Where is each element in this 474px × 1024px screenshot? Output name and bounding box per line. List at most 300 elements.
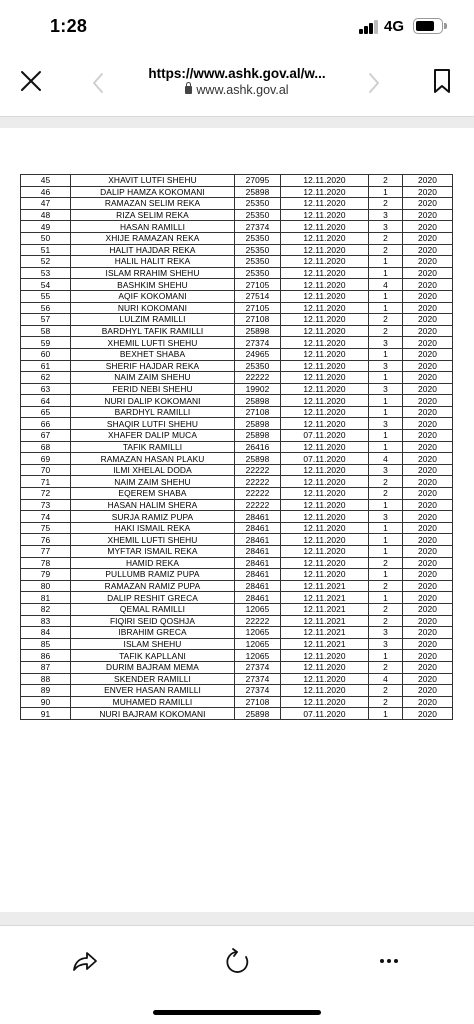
count-cell: 2	[369, 696, 403, 708]
name-cell: DALIP RESHIT GRECA	[71, 592, 235, 604]
date-cell: 12.11.2021	[281, 603, 369, 615]
date-cell: 12.11.2020	[281, 511, 369, 523]
signal-icon	[359, 20, 379, 34]
name-cell: BARDHYL RAMILLI	[71, 406, 235, 418]
share-button[interactable]	[70, 946, 100, 976]
year-cell: 2020	[403, 603, 453, 615]
network-label: 4G	[384, 18, 405, 35]
row-number-cell: 64	[21, 395, 71, 407]
bookmark-icon	[430, 66, 454, 96]
year-cell: 2020	[403, 325, 453, 337]
date-cell: 12.11.2021	[281, 580, 369, 592]
row-number-cell: 76	[21, 534, 71, 546]
year-cell: 2020	[403, 406, 453, 418]
year-cell: 2020	[403, 441, 453, 453]
row-number-cell: 53	[21, 267, 71, 279]
reload-icon	[222, 946, 252, 976]
name-cell: FIQIRI SEID QOSHJA	[71, 615, 235, 627]
table-row	[21, 395, 453, 407]
name-cell: BASHKIM SHEHU	[71, 279, 235, 291]
year-cell: 2020	[403, 476, 453, 488]
code-cell: 12065	[235, 650, 281, 662]
year-cell: 2020	[403, 198, 453, 210]
code-cell: 25350	[235, 198, 281, 210]
count-cell: 3	[369, 627, 403, 639]
year-cell: 2020	[403, 708, 453, 720]
name-cell: BEXHET SHABA	[71, 348, 235, 360]
code-cell: 25898	[235, 430, 281, 442]
table-row	[21, 418, 453, 430]
row-number-cell: 63	[21, 383, 71, 395]
name-cell: HALIT HAJDAR REKA	[71, 244, 235, 256]
row-number-cell: 82	[21, 603, 71, 615]
code-cell: 24965	[235, 348, 281, 360]
date-cell: 12.11.2020	[281, 546, 369, 558]
count-cell: 2	[369, 685, 403, 697]
count-cell: 1	[369, 650, 403, 662]
name-cell: MUHAMED RAMILLI	[71, 696, 235, 708]
name-cell: RAMAZAN RAMIZ PUPA	[71, 580, 235, 592]
row-number-cell: 58	[21, 325, 71, 337]
count-cell: 2	[369, 580, 403, 592]
code-cell: 25898	[235, 395, 281, 407]
name-cell: HASAN RAMILLI	[71, 221, 235, 233]
count-cell: 1	[369, 372, 403, 384]
name-cell: SKENDER RAMILLI	[71, 673, 235, 685]
count-cell: 3	[369, 638, 403, 650]
count-cell: 2	[369, 661, 403, 673]
date-cell: 12.11.2020	[281, 406, 369, 418]
date-cell: 12.11.2020	[281, 290, 369, 302]
table-row	[21, 186, 453, 198]
row-number-cell: 69	[21, 453, 71, 465]
date-cell: 12.11.2020	[281, 476, 369, 488]
year-cell: 2020	[403, 580, 453, 592]
table-row	[21, 592, 453, 604]
row-number-cell: 83	[21, 615, 71, 627]
code-cell: 22222	[235, 499, 281, 511]
year-cell: 2020	[403, 256, 453, 268]
year-cell: 2020	[403, 569, 453, 581]
year-cell: 2020	[403, 348, 453, 360]
name-cell: RIZA SELIM REKA	[71, 209, 235, 221]
row-number-cell: 79	[21, 569, 71, 581]
table-row	[21, 627, 453, 639]
table-row	[21, 244, 453, 256]
row-number-cell: 50	[21, 232, 71, 244]
row-number-cell: 47	[21, 198, 71, 210]
code-cell: 25350	[235, 232, 281, 244]
share-icon	[70, 946, 100, 976]
count-cell: 2	[369, 603, 403, 615]
table-row	[21, 546, 453, 558]
code-cell: 12065	[235, 603, 281, 615]
code-cell: 25898	[235, 418, 281, 430]
count-cell: 3	[369, 209, 403, 221]
code-cell: 28461	[235, 580, 281, 592]
code-cell: 27108	[235, 314, 281, 326]
name-cell: HAKI ISMAIL REKA	[71, 522, 235, 534]
count-cell: 1	[369, 290, 403, 302]
url-main[interactable]: https://www.ashk.gov.al/w...	[148, 66, 326, 81]
year-cell: 2020	[403, 360, 453, 372]
table-row	[21, 696, 453, 708]
code-cell: 27374	[235, 685, 281, 697]
table-row	[21, 314, 453, 326]
name-cell: AQIF KOKOMANI	[71, 290, 235, 302]
name-cell: XHAVIT LUTFI SHEHU	[71, 175, 235, 187]
table-row	[21, 673, 453, 685]
count-cell: 1	[369, 546, 403, 558]
table-row	[21, 383, 453, 395]
table-row	[21, 360, 453, 372]
count-cell: 1	[369, 406, 403, 418]
table-row	[21, 511, 453, 523]
name-cell: IBRAHIM GRECA	[71, 627, 235, 639]
date-cell: 12.11.2020	[281, 256, 369, 268]
date-cell: 12.11.2021	[281, 615, 369, 627]
name-cell: PULLUMB RAMIZ PUPA	[71, 569, 235, 581]
count-cell: 1	[369, 522, 403, 534]
code-cell: 28461	[235, 511, 281, 523]
date-cell: 12.11.2020	[281, 267, 369, 279]
year-cell: 2020	[403, 395, 453, 407]
year-cell: 2020	[403, 290, 453, 302]
name-cell: RAMAZAN HASAN PLAKU	[71, 453, 235, 465]
results-table-body	[21, 175, 453, 720]
count-cell: 3	[369, 511, 403, 523]
date-cell: 12.11.2020	[281, 661, 369, 673]
code-cell: 22222	[235, 488, 281, 500]
year-cell: 2020	[403, 372, 453, 384]
name-cell: XHEMIL LUFTI SHEHU	[71, 337, 235, 349]
row-number-cell: 90	[21, 696, 71, 708]
code-cell: 25898	[235, 708, 281, 720]
count-cell: 4	[369, 279, 403, 291]
name-cell: HAMID REKA	[71, 557, 235, 569]
forward-button[interactable]	[364, 68, 384, 98]
name-cell: SHERIF HAJDAR REKA	[71, 360, 235, 372]
close-button[interactable]	[16, 66, 46, 96]
year-cell: 2020	[403, 661, 453, 673]
table-row	[21, 232, 453, 244]
count-cell: 4	[369, 453, 403, 465]
name-cell: DALIP HAMZA KOKOMANI	[71, 186, 235, 198]
row-number-cell: 52	[21, 256, 71, 268]
year-cell: 2020	[403, 592, 453, 604]
name-cell: LULZIM RAMILLI	[71, 314, 235, 326]
date-cell: 12.11.2020	[281, 244, 369, 256]
date-cell: 12.11.2020	[281, 221, 369, 233]
page-top-separator	[0, 116, 474, 128]
year-cell: 2020	[403, 232, 453, 244]
code-cell: 28461	[235, 534, 281, 546]
table-row	[21, 348, 453, 360]
row-number-cell: 71	[21, 476, 71, 488]
count-cell: 3	[369, 418, 403, 430]
row-number-cell: 62	[21, 372, 71, 384]
code-cell: 28461	[235, 592, 281, 604]
row-number-cell: 46	[21, 186, 71, 198]
count-cell: 2	[369, 314, 403, 326]
date-cell: 12.11.2021	[281, 638, 369, 650]
table-row	[21, 256, 453, 268]
row-number-cell: 48	[21, 209, 71, 221]
code-cell: 27095	[235, 175, 281, 187]
code-cell: 25350	[235, 360, 281, 372]
url-domain-row[interactable]	[120, 83, 354, 97]
row-number-cell: 80	[21, 580, 71, 592]
table-row	[21, 267, 453, 279]
name-cell: TAFIK RAMILLI	[71, 441, 235, 453]
count-cell: 2	[369, 476, 403, 488]
date-cell: 12.11.2020	[281, 232, 369, 244]
code-cell: 12065	[235, 627, 281, 639]
name-cell: NURI KOKOMANI	[71, 302, 235, 314]
date-cell: 07.11.2020	[281, 708, 369, 720]
date-cell: 12.11.2020	[281, 360, 369, 372]
back-chevron-icon	[88, 68, 108, 98]
table-row	[21, 198, 453, 210]
name-cell: ISLAM SHEHU	[71, 638, 235, 650]
date-cell: 12.11.2020	[281, 557, 369, 569]
year-cell: 2020	[403, 453, 453, 465]
code-cell: 27108	[235, 406, 281, 418]
home-indicator[interactable]	[153, 1010, 321, 1015]
count-cell: 3	[369, 337, 403, 349]
date-cell: 12.11.2020	[281, 348, 369, 360]
code-cell: 27374	[235, 221, 281, 233]
results-table	[20, 174, 453, 720]
status-time: 1:28	[50, 16, 88, 36]
year-cell: 2020	[403, 499, 453, 511]
table-row	[21, 406, 453, 418]
name-cell: ENVER HASAN RAMILLI	[71, 685, 235, 697]
row-number-cell: 61	[21, 360, 71, 372]
code-cell: 26416	[235, 441, 281, 453]
row-number-cell: 78	[21, 557, 71, 569]
row-number-cell: 54	[21, 279, 71, 291]
date-cell: 12.11.2020	[281, 650, 369, 662]
table-row	[21, 534, 453, 546]
code-cell: 27105	[235, 279, 281, 291]
name-cell: NURI DALIP KOKOMANI	[71, 395, 235, 407]
name-cell: MYFTAR ISMAIL REKA	[71, 546, 235, 558]
table-row	[21, 279, 453, 291]
table-row	[21, 430, 453, 442]
date-cell: 12.11.2020	[281, 441, 369, 453]
date-cell: 12.11.2020	[281, 314, 369, 326]
table-row	[21, 580, 453, 592]
code-cell: 27108	[235, 696, 281, 708]
row-number-cell: 51	[21, 244, 71, 256]
row-number-cell: 88	[21, 673, 71, 685]
more-button[interactable]	[374, 946, 404, 976]
year-cell: 2020	[403, 464, 453, 476]
code-cell: 27105	[235, 302, 281, 314]
code-cell: 25898	[235, 453, 281, 465]
url-domain: www.ashk.gov.al	[196, 83, 289, 97]
year-cell: 2020	[403, 511, 453, 523]
code-cell: 12065	[235, 638, 281, 650]
row-number-cell: 74	[21, 511, 71, 523]
battery-icon	[413, 18, 443, 34]
name-cell: SURJA RAMIZ PUPA	[71, 511, 235, 523]
date-cell: 12.11.2020	[281, 673, 369, 685]
year-cell: 2020	[403, 696, 453, 708]
back-button[interactable]	[88, 68, 108, 98]
year-cell: 2020	[403, 650, 453, 662]
name-cell: NAIM ZAIM SHEHU	[71, 476, 235, 488]
count-cell: 1	[369, 499, 403, 511]
code-cell: 22222	[235, 464, 281, 476]
table-row	[21, 488, 453, 500]
name-cell: BARDHYL TAFIK RAMILLI	[71, 325, 235, 337]
date-cell: 12.11.2020	[281, 175, 369, 187]
name-cell: HASAN HALIM SHERA	[71, 499, 235, 511]
table-row	[21, 557, 453, 569]
bookmark-button[interactable]	[430, 66, 454, 96]
date-cell: 07.11.2020	[281, 453, 369, 465]
row-number-cell: 66	[21, 418, 71, 430]
count-cell: 1	[369, 395, 403, 407]
year-cell: 2020	[403, 302, 453, 314]
count-cell: 1	[369, 441, 403, 453]
table-row	[21, 499, 453, 511]
date-cell: 12.11.2020	[281, 198, 369, 210]
page-bottom-separator	[0, 912, 474, 926]
row-number-cell: 86	[21, 650, 71, 662]
year-cell: 2020	[403, 522, 453, 534]
table-row	[21, 175, 453, 187]
count-cell: 2	[369, 557, 403, 569]
code-cell: 25350	[235, 267, 281, 279]
code-cell: 22222	[235, 615, 281, 627]
table-row	[21, 464, 453, 476]
row-number-cell: 81	[21, 592, 71, 604]
date-cell: 12.11.2020	[281, 418, 369, 430]
table-row	[21, 441, 453, 453]
code-cell: 19902	[235, 383, 281, 395]
name-cell: EQEREM SHABA	[71, 488, 235, 500]
year-cell: 2020	[403, 557, 453, 569]
date-cell: 12.11.2020	[281, 325, 369, 337]
table-row	[21, 708, 453, 720]
code-cell: 28461	[235, 557, 281, 569]
code-cell: 28461	[235, 569, 281, 581]
table-row	[21, 453, 453, 465]
count-cell: 1	[369, 256, 403, 268]
count-cell: 2	[369, 325, 403, 337]
name-cell: NAIM ZAIM SHEHU	[71, 372, 235, 384]
year-cell: 2020	[403, 175, 453, 187]
date-cell: 12.11.2020	[281, 302, 369, 314]
row-number-cell: 91	[21, 708, 71, 720]
code-cell: 25350	[235, 244, 281, 256]
forward-chevron-icon	[364, 68, 384, 98]
name-cell: XHAFER DALIP MUCA	[71, 430, 235, 442]
name-cell: ISLAM RRAHIM SHEHU	[71, 267, 235, 279]
date-cell: 12.11.2020	[281, 696, 369, 708]
date-cell: 12.11.2020	[281, 499, 369, 511]
code-cell: 25898	[235, 325, 281, 337]
row-number-cell: 72	[21, 488, 71, 500]
code-cell: 25350	[235, 209, 281, 221]
name-cell: ILMI XHELAL DODA	[71, 464, 235, 476]
lock-icon	[185, 86, 192, 94]
row-number-cell: 70	[21, 464, 71, 476]
name-cell: RAMAZAN SELIM REKA	[71, 198, 235, 210]
code-cell: 25350	[235, 256, 281, 268]
year-cell: 2020	[403, 383, 453, 395]
date-cell: 12.11.2020	[281, 372, 369, 384]
table-row	[21, 290, 453, 302]
row-number-cell: 55	[21, 290, 71, 302]
table-row	[21, 685, 453, 697]
year-cell: 2020	[403, 221, 453, 233]
date-cell: 12.11.2020	[281, 534, 369, 546]
row-number-cell: 65	[21, 406, 71, 418]
reload-button[interactable]	[222, 946, 252, 976]
count-cell: 2	[369, 615, 403, 627]
code-cell: 27374	[235, 661, 281, 673]
count-cell: 3	[369, 221, 403, 233]
table-row	[21, 650, 453, 662]
date-cell: 12.11.2020	[281, 383, 369, 395]
name-cell: HALIL HALIT REKA	[71, 256, 235, 268]
year-cell: 2020	[403, 209, 453, 221]
year-cell: 2020	[403, 279, 453, 291]
count-cell: 4	[369, 673, 403, 685]
close-icon	[16, 66, 46, 96]
row-number-cell: 77	[21, 546, 71, 558]
year-cell: 2020	[403, 546, 453, 558]
bottom-toolbar	[0, 926, 474, 1024]
name-cell: QEMAL RAMILLI	[71, 603, 235, 615]
count-cell: 3	[369, 383, 403, 395]
date-cell: 12.11.2021	[281, 592, 369, 604]
name-cell: XHIJE RAMAZAN REKA	[71, 232, 235, 244]
year-cell: 2020	[403, 615, 453, 627]
row-number-cell: 89	[21, 685, 71, 697]
code-cell: 22222	[235, 476, 281, 488]
date-cell: 12.11.2021	[281, 627, 369, 639]
date-cell: 12.11.2020	[281, 279, 369, 291]
row-number-cell: 49	[21, 221, 71, 233]
row-number-cell: 57	[21, 314, 71, 326]
count-cell: 1	[369, 267, 403, 279]
code-cell: 25898	[235, 186, 281, 198]
table-row	[21, 476, 453, 488]
row-number-cell: 59	[21, 337, 71, 349]
count-cell: 1	[369, 302, 403, 314]
row-number-cell: 56	[21, 302, 71, 314]
year-cell: 2020	[403, 314, 453, 326]
table-row	[21, 209, 453, 221]
count-cell: 2	[369, 175, 403, 187]
date-cell: 12.11.2020	[281, 395, 369, 407]
name-cell: SHAQIR LUTFI SHEHU	[71, 418, 235, 430]
date-cell: 12.11.2020	[281, 488, 369, 500]
year-cell: 2020	[403, 627, 453, 639]
table-row	[21, 302, 453, 314]
count-cell: 2	[369, 198, 403, 210]
count-cell: 3	[369, 360, 403, 372]
status-bar	[0, 0, 474, 52]
count-cell: 2	[369, 244, 403, 256]
date-cell: 07.11.2020	[281, 430, 369, 442]
year-cell: 2020	[403, 430, 453, 442]
